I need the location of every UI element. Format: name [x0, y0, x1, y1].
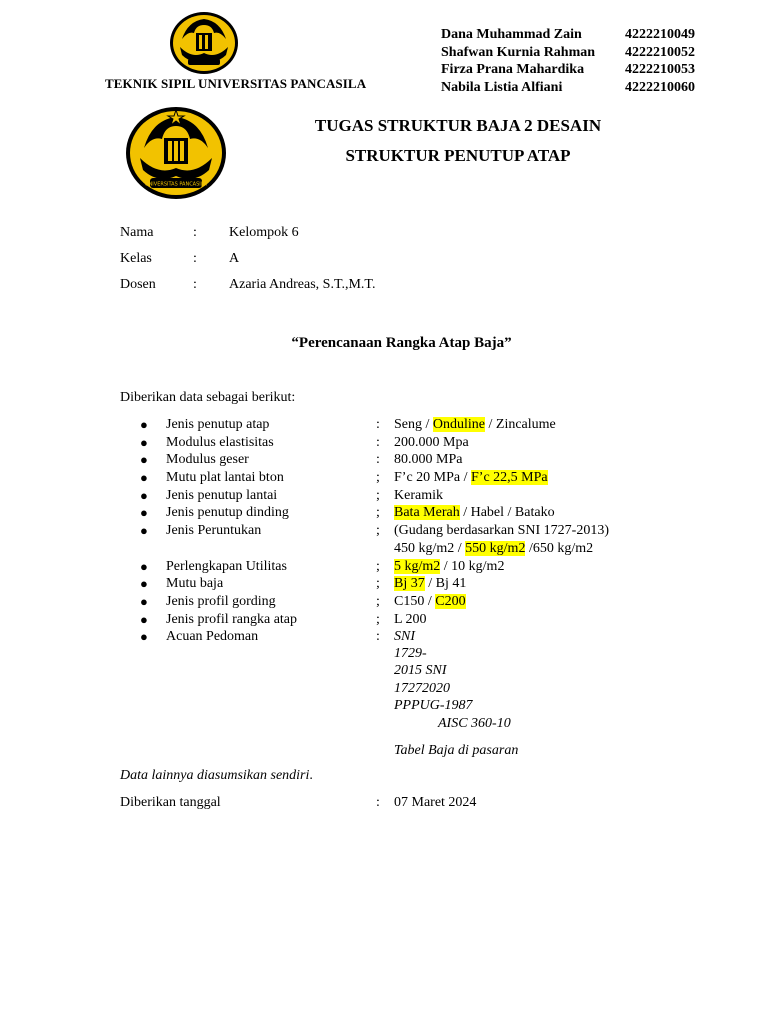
logo-lettering: UNIVERSITAS PANCASILA	[144, 181, 208, 188]
item-label: Mutu plat lantai bton	[166, 470, 284, 486]
item-separator: :	[376, 434, 380, 450]
list-item	[140, 575, 740, 593]
item-value-text: (Gudang berdasarkan SNI 1727-2013)	[394, 523, 609, 539]
item-value-text: Seng /	[394, 417, 433, 432]
list-item	[140, 522, 740, 540]
item-value	[394, 575, 466, 593]
info-value: Azaria Andreas, S.T.,M.T.	[229, 277, 376, 292]
item-value-highlight: 5 kg/m2	[394, 558, 441, 574]
item-value-text: 450 kg/m2 /	[394, 540, 466, 556]
member-nim: 4222210053	[625, 62, 695, 77]
group-members	[441, 26, 695, 96]
member-name: Dana Muhammad Zain	[441, 27, 582, 42]
bullet-icon: ●	[140, 629, 148, 645]
data-list	[140, 416, 740, 646]
list-item	[140, 540, 740, 558]
university-logo-small	[168, 9, 240, 75]
bullet-icon: ●	[140, 417, 148, 432]
item-value	[394, 522, 609, 540]
item-separator: :	[376, 452, 380, 468]
intro-text: Diberikan data sebagai berikut:	[120, 390, 296, 405]
university-logo-large	[124, 104, 228, 200]
item-value	[394, 487, 443, 505]
assumption-note: Data lainnya diasumsikan sendiri.	[120, 768, 313, 783]
member-name: Nabila Listia Alfiani	[441, 79, 563, 95]
item-label: Modulus elastisitas	[166, 434, 274, 450]
list-item	[140, 628, 740, 646]
item-value-text: / Zincalume	[485, 417, 556, 432]
item-separator: ;	[376, 576, 380, 592]
list-item	[140, 611, 740, 629]
reference-line: 17272020	[394, 681, 450, 696]
member-name: Shafwan Kurnia Rahman	[441, 44, 596, 60]
item-label: Jenis penutup dinding	[166, 505, 289, 521]
info-value: A	[229, 251, 240, 266]
item-value	[394, 504, 555, 522]
item-value-text: Keramik	[394, 487, 443, 503]
item-value-highlight: F’c 22,5 MPa	[471, 470, 548, 486]
member-nim: 4222210049	[625, 27, 695, 42]
member-row	[441, 61, 695, 79]
item-label: Perlengkapan Utilitas	[166, 558, 287, 574]
bullet-icon: ●	[140, 523, 148, 539]
item-separator: ;	[376, 593, 380, 609]
item-value-text: L 200	[394, 611, 427, 627]
item-value-highlight: Onduline	[432, 417, 485, 432]
info-label: Kelas	[120, 251, 152, 266]
item-separator: ;	[376, 487, 380, 503]
item-separator: ;	[376, 470, 380, 486]
list-item	[140, 504, 740, 522]
list-item	[140, 469, 740, 487]
section-subtitle: “Perencanaan Rangka Atap Baja”	[291, 335, 512, 351]
info-label: Dosen	[120, 277, 156, 292]
item-value	[394, 416, 556, 434]
item-value-text: F’c 20 MPa /	[394, 470, 471, 486]
member-name: Firza Prana Mahardika	[441, 62, 585, 77]
member-row	[441, 44, 695, 62]
member-row	[441, 79, 695, 97]
list-item	[140, 487, 740, 505]
bullet-icon: ●	[140, 434, 148, 450]
list-item	[140, 451, 740, 469]
list-item	[140, 593, 740, 611]
item-value-text: C150 /	[394, 593, 436, 609]
member-nim: 4222210060	[625, 79, 695, 95]
item-value	[394, 540, 593, 558]
item-value-highlight: Bj 37	[394, 576, 425, 592]
bullet-icon: ●	[140, 576, 148, 592]
item-value-highlight: C200	[435, 593, 466, 609]
item-label: Jenis penutup lantai	[166, 487, 278, 503]
institution-name: TEKNIK SIPIL UNIVERSITAS PANCASILA	[105, 76, 367, 91]
item-value-text: 80.000 MPa	[394, 452, 463, 468]
member-row	[441, 26, 695, 44]
member-nim: 4222210052	[625, 44, 695, 60]
item-separator: ;	[376, 558, 380, 574]
given-date-separator: :	[376, 795, 380, 810]
reference-line: Tabel Baja di pasaran	[394, 743, 519, 758]
item-label: Acuan Pedoman	[166, 629, 259, 645]
info-value: Kelompok 6	[229, 225, 299, 240]
item-value-text: 200.000 Mpa	[394, 434, 469, 450]
info-separator: :	[193, 225, 197, 240]
bullet-icon: ●	[140, 593, 148, 609]
bullet-icon: ●	[140, 487, 148, 503]
item-value	[394, 593, 466, 611]
item-separator: :	[376, 417, 380, 432]
bullet-icon: ●	[140, 505, 148, 521]
info-separator: :	[193, 277, 197, 292]
item-value	[394, 628, 415, 646]
item-value	[394, 558, 504, 576]
item-value	[394, 451, 462, 469]
given-date-label: Diberikan tanggal	[120, 795, 221, 810]
bullet-icon: ●	[140, 452, 148, 468]
item-value	[394, 469, 548, 487]
bullet-icon: ●	[140, 558, 148, 574]
reference-line: 1729-	[394, 646, 427, 661]
item-value-text: / Habel / Batako	[459, 505, 555, 521]
item-label: Jenis profil rangka atap	[166, 611, 298, 627]
item-label: Jenis Peruntukan	[166, 523, 262, 539]
item-value-text: /650 kg/m2	[525, 540, 594, 556]
item-value	[394, 611, 427, 629]
item-value-text: / Bj 41	[424, 576, 467, 592]
item-label: Jenis profil gording	[166, 593, 276, 609]
reference-line: AISC 360-10	[438, 716, 511, 731]
info-label: Nama	[120, 225, 154, 240]
bullet-icon: ●	[140, 611, 148, 627]
list-item	[140, 416, 740, 434]
given-date-value: 07 Maret 2024	[394, 795, 477, 810]
reference-line: PPPUG-1987	[394, 698, 473, 713]
list-item	[140, 558, 740, 576]
item-value-text: SNI	[394, 629, 415, 645]
item-value	[394, 434, 469, 452]
assumption-text: Data lainnya diasumsikan sendiri	[120, 768, 310, 783]
item-separator: ;	[376, 611, 380, 627]
item-label: Modulus geser	[166, 452, 249, 468]
reference-line: 2015 SNI	[394, 663, 447, 678]
item-separator: ;	[376, 505, 380, 521]
document-title-line1: TUGAS STRUKTUR BAJA 2 DESAIN	[314, 116, 602, 135]
item-value-text: / 10 kg/m2	[440, 558, 505, 574]
item-separator: ;	[376, 523, 380, 539]
item-label: Mutu baja	[166, 576, 224, 592]
info-separator: :	[193, 251, 197, 266]
item-value-highlight: 550 kg/m2	[465, 540, 526, 556]
item-label: Jenis penutup atap	[166, 417, 270, 432]
item-separator: :	[376, 629, 380, 645]
item-value-highlight: Bata Merah	[394, 505, 460, 521]
list-item	[140, 434, 740, 452]
bullet-icon: ●	[140, 470, 148, 486]
document-title-line2: STRUKTUR PENUTUP ATAP	[345, 146, 571, 165]
